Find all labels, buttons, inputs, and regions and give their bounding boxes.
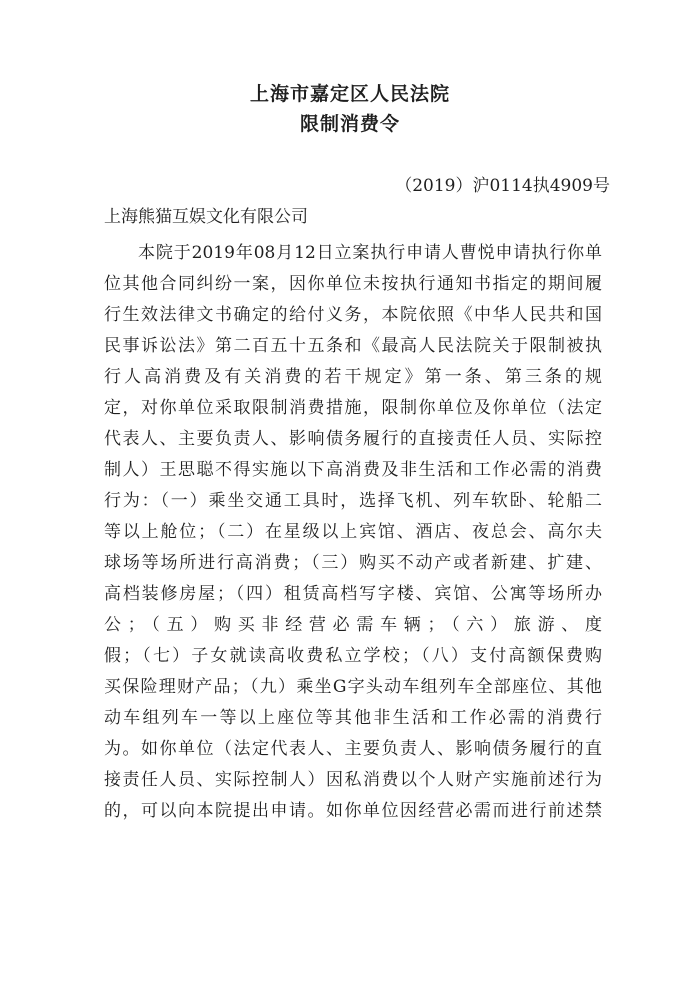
body-line: 假；（七）子女就读高收费私立学校；（八）支付高额保费购 <box>104 646 602 666</box>
body-line: 高档装修房屋；（四）租赁高档写字楼、宾馆、公寓等场所办 <box>104 584 602 604</box>
body-line: 民事诉讼法》第二百五十五条和《最高人民法院关于限制被执 <box>104 336 602 356</box>
body-line: 行人高消费及有关消费的若干规定》第一条、第三条的规 <box>104 367 602 387</box>
body-line: 制人）王思聪不得实施以下高消费及非生活和工作必需的消费 <box>104 460 602 480</box>
body-text <box>104 238 602 827</box>
body-line: 公；（五）购买非经营必需车辆；（六）旅游、度 <box>104 615 602 635</box>
document-type-heading: 限制消费令 <box>299 113 400 135</box>
body-line: 位其他合同纠纷一案，因你单位未按执行通知书指定的期间履 <box>104 274 602 294</box>
body-line: 代表人、主要负责人、影响债务履行的直接责任人员、实际控 <box>104 429 602 449</box>
recipient-name: 上海熊猫互娱文化有限公司 <box>104 207 308 227</box>
body-line: 买保险理财产品；（九）乘坐G字头动车组列车全部座位、其他 <box>104 677 602 697</box>
body-line: 本院于2019年08月12日立案执行申请人曹悦申请执行你单 <box>138 243 602 263</box>
body-line: 等以上舱位；（二）在星级以上宾馆、酒店、夜总会、高尔夫 <box>104 522 602 542</box>
body-line: 球场等场所进行高消费；（三）购买不动产或者新建、扩建、 <box>104 553 602 573</box>
body-line: 动车组列车一等以上座位等其他非生活和工作必需的消费行 <box>104 708 602 728</box>
body-line: 的，可以向本院提出申请。如你单位因经营必需而进行前述禁 <box>104 801 602 821</box>
body-line: 为。如你单位（法定代表人、主要负责人、影响债务履行的直 <box>104 739 602 759</box>
body-line: 定，对你单位采取限制消费措施，限制你单位及你单位（法定 <box>104 398 602 418</box>
body-line: 接责任人员、实际控制人）因私消费以个人财产实施前述行为 <box>104 770 602 790</box>
body-line: 行为：（一）乘坐交通工具时，选择飞机、列车软卧、轮船二 <box>104 491 602 511</box>
body-line: 行生效法律文书确定的给付义务，本院依照《中华人民共和国 <box>104 305 602 325</box>
case-number: （2019）沪0114执4909号 <box>395 176 610 196</box>
court-name-heading: 上海市嘉定区人民法院 <box>249 83 450 105</box>
